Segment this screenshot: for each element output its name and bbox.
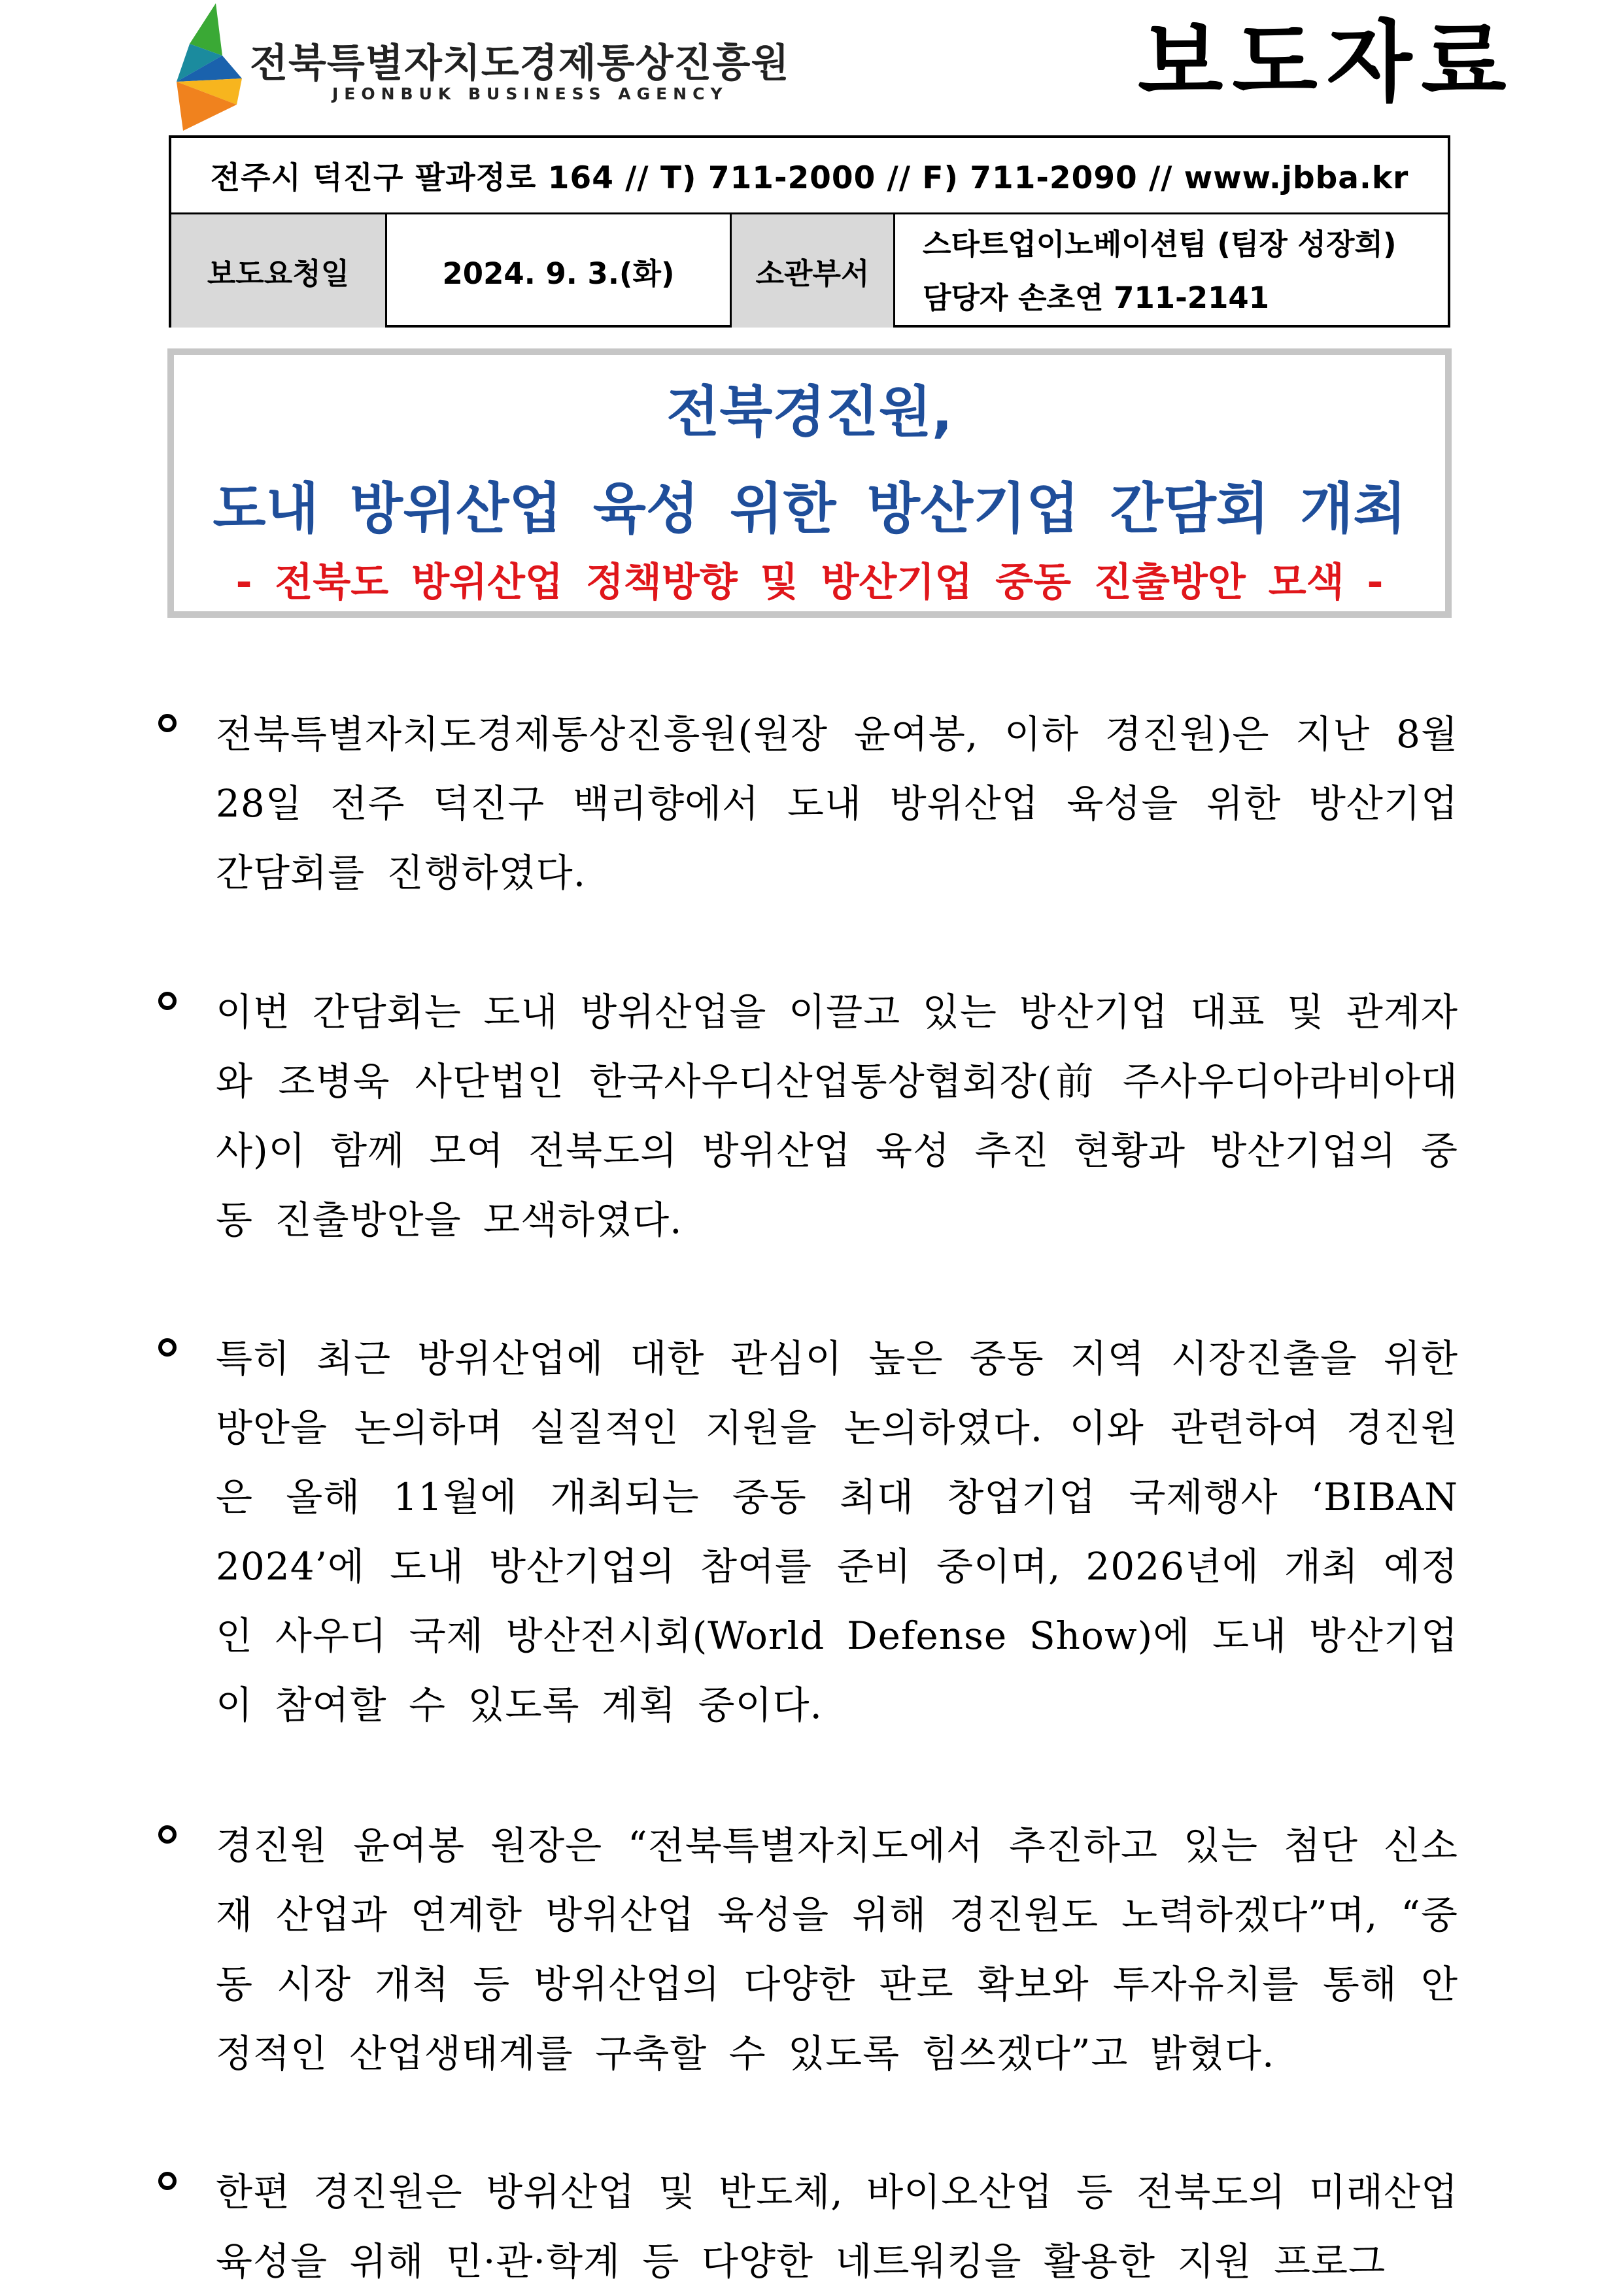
headline-line-1: 전북경진원,	[666, 380, 953, 444]
contact-line: 전주시 덕진구 팔과정로 164 // T) 711-2000 // F) 711-2090 // www.jbba.kr	[171, 138, 1448, 214]
circle-bullet-icon	[158, 2172, 177, 2190]
press-info-table	[169, 135, 1450, 328]
contact-person: 담당자 손초연 711-2141	[923, 280, 1270, 315]
department-cell	[895, 214, 1448, 328]
request-date-label: 보도요청일	[171, 214, 387, 328]
jbba-logo-icon	[177, 3, 250, 134]
headline-line-2: 도내 방위산업 육성 위한 방산기업 간담회 개최	[213, 477, 1407, 541]
paragraph-text: 특히 최근 방위산업에 대한 관심이 높은 중동 지역 시장진출을 위한 방안을 논의하며 실질적인 지원을 논의하였다. 이와 관련하여 경진원은 올해 11월에 개최되는 중동 최대 창업기업 국제행사 ‘BIBAN 2024’에 도내 방산기업의 참여를 준비 중이며, 2026년에 개최 예정인 사우디 국제 방산전시회(World Defense Show)에 도내 방산기업이 참여할 수 있도록 계획 중이다.	[216, 1336, 1458, 1727]
organization-name-english: JEONBUK BUSINESS AGENCY	[332, 84, 728, 103]
paragraph-text: 한편 경진원은 방위산업 및 반도체, 바이오산업 등 전북도의 미래산업 육성을 위해 민·관·학계 등 다양한 네트워킹을 활용한 지원 프로그	[216, 2170, 1458, 2284]
circle-bullet-icon	[158, 714, 177, 732]
paragraph-text: 이번 간담회는 도내 방위산업을 이끌고 있는 방산기업 대표 및 관계자와 조병욱 사단법인 한국사우디산업통상협회장(前 주사우디아라비아대사)이 함께 모여 전북도의 방위산업 육성 추진 현황과 방산기업의 중동 진출방안을 모색하였다.	[216, 990, 1458, 1242]
paragraph-text: 경진원 윤여봉 원장은 “전북특별자치도에서 추진하고 있는 첨단 신소재 산업과 연계한 방위산업 육성을 위해 경진원도 노력하겠다”며, “중동 시장 개척 등 방위산업의 다양한 판로 확보와 투자유치를 통해 안정적인 산업생태계를 구축할 수 있도록 힘쓰겠다”고 밝혔다.	[216, 1823, 1458, 2076]
document-type-heading: 보도자료	[1138, 11, 1516, 114]
department-name: 스타트업이노베이션팀 (팀장 성장희)	[923, 226, 1397, 262]
circle-bullet-icon	[158, 1338, 177, 1357]
department-label: 소관부서	[732, 214, 895, 328]
circle-bullet-icon	[158, 992, 177, 1010]
headline-box	[167, 348, 1452, 618]
paragraph-text: 전북특별자치도경제통상진흥원(원장 윤여봉, 이하 경진원)은 지난 8월 28일 전주 덕진구 백리향에서 도내 방위산업 육성을 위한 방산기업 간담회를 진행하였다.	[216, 712, 1458, 895]
request-date: 2024. 9. 3.(화)	[387, 214, 732, 328]
headline-subtitle: - 전북도 방위산업 정책방향 및 방산기업 중동 진출방안 모색 -	[235, 560, 1384, 605]
circle-bullet-icon	[158, 1825, 177, 1844]
organization-name: 전북특별자치도경제통상진흥원	[250, 41, 790, 86]
organization-logo	[177, 3, 790, 134]
